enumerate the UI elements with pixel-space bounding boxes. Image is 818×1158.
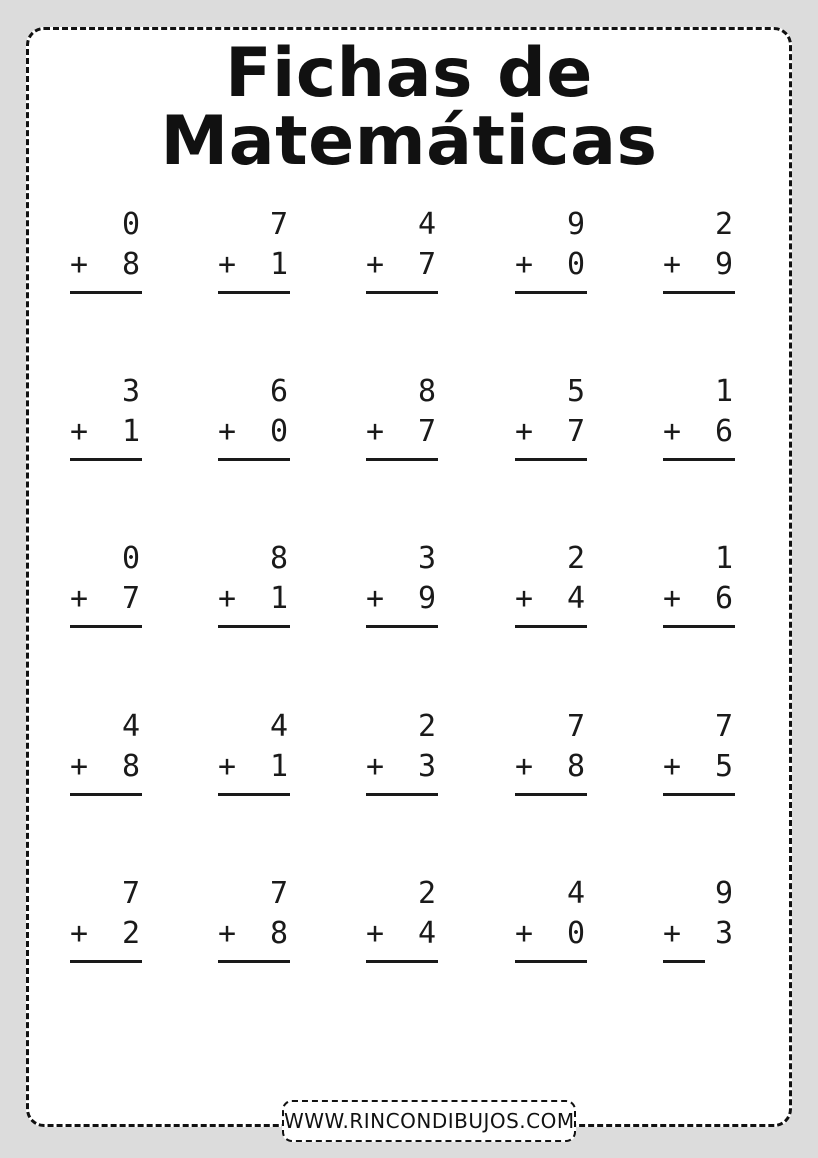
plus-sign: + <box>663 247 682 282</box>
bottom-number: 9 <box>417 581 436 616</box>
addition-problem <box>218 372 290 461</box>
top-number: 2 <box>417 876 436 911</box>
bottom-line <box>366 914 438 954</box>
answer-line <box>218 793 290 796</box>
bottom-line <box>218 412 290 452</box>
plus-sign: + <box>663 581 682 616</box>
plus-sign: + <box>663 916 682 951</box>
plus-sign: + <box>515 916 534 951</box>
answer-line <box>366 291 438 294</box>
bottom-number: 3 <box>417 749 436 784</box>
bottom-number: 8 <box>121 749 140 784</box>
bottom-line <box>366 245 438 285</box>
top-number: 4 <box>269 709 288 744</box>
plus-sign: + <box>366 581 385 616</box>
answer-line <box>366 458 438 461</box>
answer-line <box>515 291 587 294</box>
answer-line <box>218 625 290 628</box>
bottom-number: 0 <box>269 414 288 449</box>
top-number: 0 <box>121 541 140 576</box>
bottom-line <box>218 747 290 787</box>
website-footer: WWW.RINCONDIBUJOS.COM <box>282 1100 576 1142</box>
bottom-line <box>663 245 735 285</box>
addition-problem <box>70 372 142 461</box>
addition-problem <box>366 874 438 963</box>
top-number: 4 <box>121 709 140 744</box>
addition-problem <box>366 372 438 461</box>
addition-problem <box>663 372 735 461</box>
top-number: 3 <box>417 541 436 576</box>
bottom-number: 1 <box>269 749 288 784</box>
plus-sign: + <box>663 749 682 784</box>
top-number: 2 <box>714 207 733 242</box>
top-number: 1 <box>714 541 733 576</box>
bottom-number: 8 <box>566 749 585 784</box>
bottom-number: 2 <box>121 916 140 951</box>
page-title: Fichas de Matemáticas <box>160 34 658 181</box>
plus-sign: + <box>218 749 237 784</box>
answer-line <box>70 458 142 461</box>
answer-line <box>70 291 142 294</box>
top-number: 6 <box>269 374 288 409</box>
plus-sign: + <box>366 414 385 449</box>
answer-line <box>663 291 735 294</box>
answer-line <box>70 793 142 796</box>
addition-problem <box>663 539 735 628</box>
bottom-number: 4 <box>566 581 585 616</box>
answer-line <box>70 960 142 963</box>
bottom-number: 1 <box>269 247 288 282</box>
plus-sign: + <box>70 581 89 616</box>
addition-problem <box>366 707 438 796</box>
top-number: 7 <box>566 709 585 744</box>
top-number: 8 <box>417 374 436 409</box>
bottom-line <box>70 747 142 787</box>
plus-sign: + <box>366 247 385 282</box>
addition-problem <box>663 874 735 963</box>
addition-problem <box>663 205 735 294</box>
bottom-line <box>663 579 735 619</box>
plus-sign: + <box>366 749 385 784</box>
bottom-number: 0 <box>566 247 585 282</box>
top-number: 4 <box>417 207 436 242</box>
bottom-line <box>366 747 438 787</box>
plus-sign: + <box>218 247 237 282</box>
bottom-line <box>663 412 735 452</box>
answer-line <box>663 458 735 461</box>
addition-problem <box>70 707 142 796</box>
top-number: 8 <box>269 541 288 576</box>
addition-problem <box>515 372 587 461</box>
top-number: 7 <box>269 207 288 242</box>
bottom-line <box>366 579 438 619</box>
addition-problem <box>515 707 587 796</box>
answer-line <box>515 625 587 628</box>
bottom-number: 5 <box>714 749 733 784</box>
answer-line <box>663 960 705 963</box>
bottom-number: 8 <box>121 247 140 282</box>
bottom-line <box>663 914 735 954</box>
answer-line <box>218 458 290 461</box>
answer-line <box>70 625 142 628</box>
bottom-line <box>218 245 290 285</box>
plus-sign: + <box>70 247 89 282</box>
addition-problem <box>70 539 142 628</box>
addition-problem <box>218 205 290 294</box>
bottom-line <box>663 747 735 787</box>
bottom-number: 1 <box>121 414 140 449</box>
bottom-number: 3 <box>714 916 733 951</box>
plus-sign: + <box>218 414 237 449</box>
addition-problem <box>218 874 290 963</box>
plus-sign: + <box>70 414 89 449</box>
bottom-line <box>70 914 142 954</box>
answer-line <box>366 793 438 796</box>
bottom-number: 9 <box>714 247 733 282</box>
addition-problem <box>366 205 438 294</box>
plus-sign: + <box>218 581 237 616</box>
top-number: 9 <box>566 207 585 242</box>
top-number: 2 <box>566 541 585 576</box>
addition-problem <box>70 874 142 963</box>
bottom-number: 4 <box>417 916 436 951</box>
bottom-number: 8 <box>269 916 288 951</box>
top-number: 1 <box>714 374 733 409</box>
bottom-line <box>70 245 142 285</box>
top-number: 3 <box>121 374 140 409</box>
top-number: 7 <box>269 876 288 911</box>
answer-line <box>218 960 290 963</box>
bottom-number: 1 <box>269 581 288 616</box>
addition-problem <box>366 539 438 628</box>
top-number: 4 <box>566 876 585 911</box>
bottom-line <box>515 412 587 452</box>
bottom-number: 7 <box>566 414 585 449</box>
answer-line <box>515 458 587 461</box>
bottom-line <box>515 747 587 787</box>
addition-problem <box>515 205 587 294</box>
plus-sign: + <box>663 414 682 449</box>
addition-problem <box>218 707 290 796</box>
bottom-line <box>218 914 290 954</box>
answer-line <box>366 960 438 963</box>
plus-sign: + <box>515 414 534 449</box>
answer-line <box>366 625 438 628</box>
plus-sign: + <box>515 749 534 784</box>
top-number: 7 <box>714 709 733 744</box>
addition-problem <box>663 707 735 796</box>
plus-sign: + <box>515 247 534 282</box>
bottom-number: 7 <box>417 414 436 449</box>
addition-problem <box>515 539 587 628</box>
bottom-number: 7 <box>417 247 436 282</box>
bottom-line <box>70 579 142 619</box>
answer-line <box>515 793 587 796</box>
bottom-line <box>70 412 142 452</box>
answer-line <box>663 793 735 796</box>
bottom-number: 6 <box>714 414 733 449</box>
bottom-line <box>366 412 438 452</box>
addition-problem <box>70 205 142 294</box>
plus-sign: + <box>218 916 237 951</box>
bottom-line <box>515 914 587 954</box>
answer-line <box>515 960 587 963</box>
top-number: 2 <box>417 709 436 744</box>
bottom-line <box>218 579 290 619</box>
bottom-line <box>515 579 587 619</box>
plus-sign: + <box>515 581 534 616</box>
answer-line <box>663 625 735 628</box>
top-number: 9 <box>714 876 733 911</box>
top-number: 7 <box>121 876 140 911</box>
bottom-number: 7 <box>121 581 140 616</box>
addition-problem <box>218 539 290 628</box>
plus-sign: + <box>70 916 89 951</box>
plus-sign: + <box>366 916 385 951</box>
plus-sign: + <box>70 749 89 784</box>
top-number: 0 <box>121 207 140 242</box>
top-number: 5 <box>566 374 585 409</box>
addition-problem <box>515 874 587 963</box>
bottom-line <box>515 245 587 285</box>
bottom-number: 0 <box>566 916 585 951</box>
bottom-number: 6 <box>714 581 733 616</box>
answer-line <box>218 291 290 294</box>
